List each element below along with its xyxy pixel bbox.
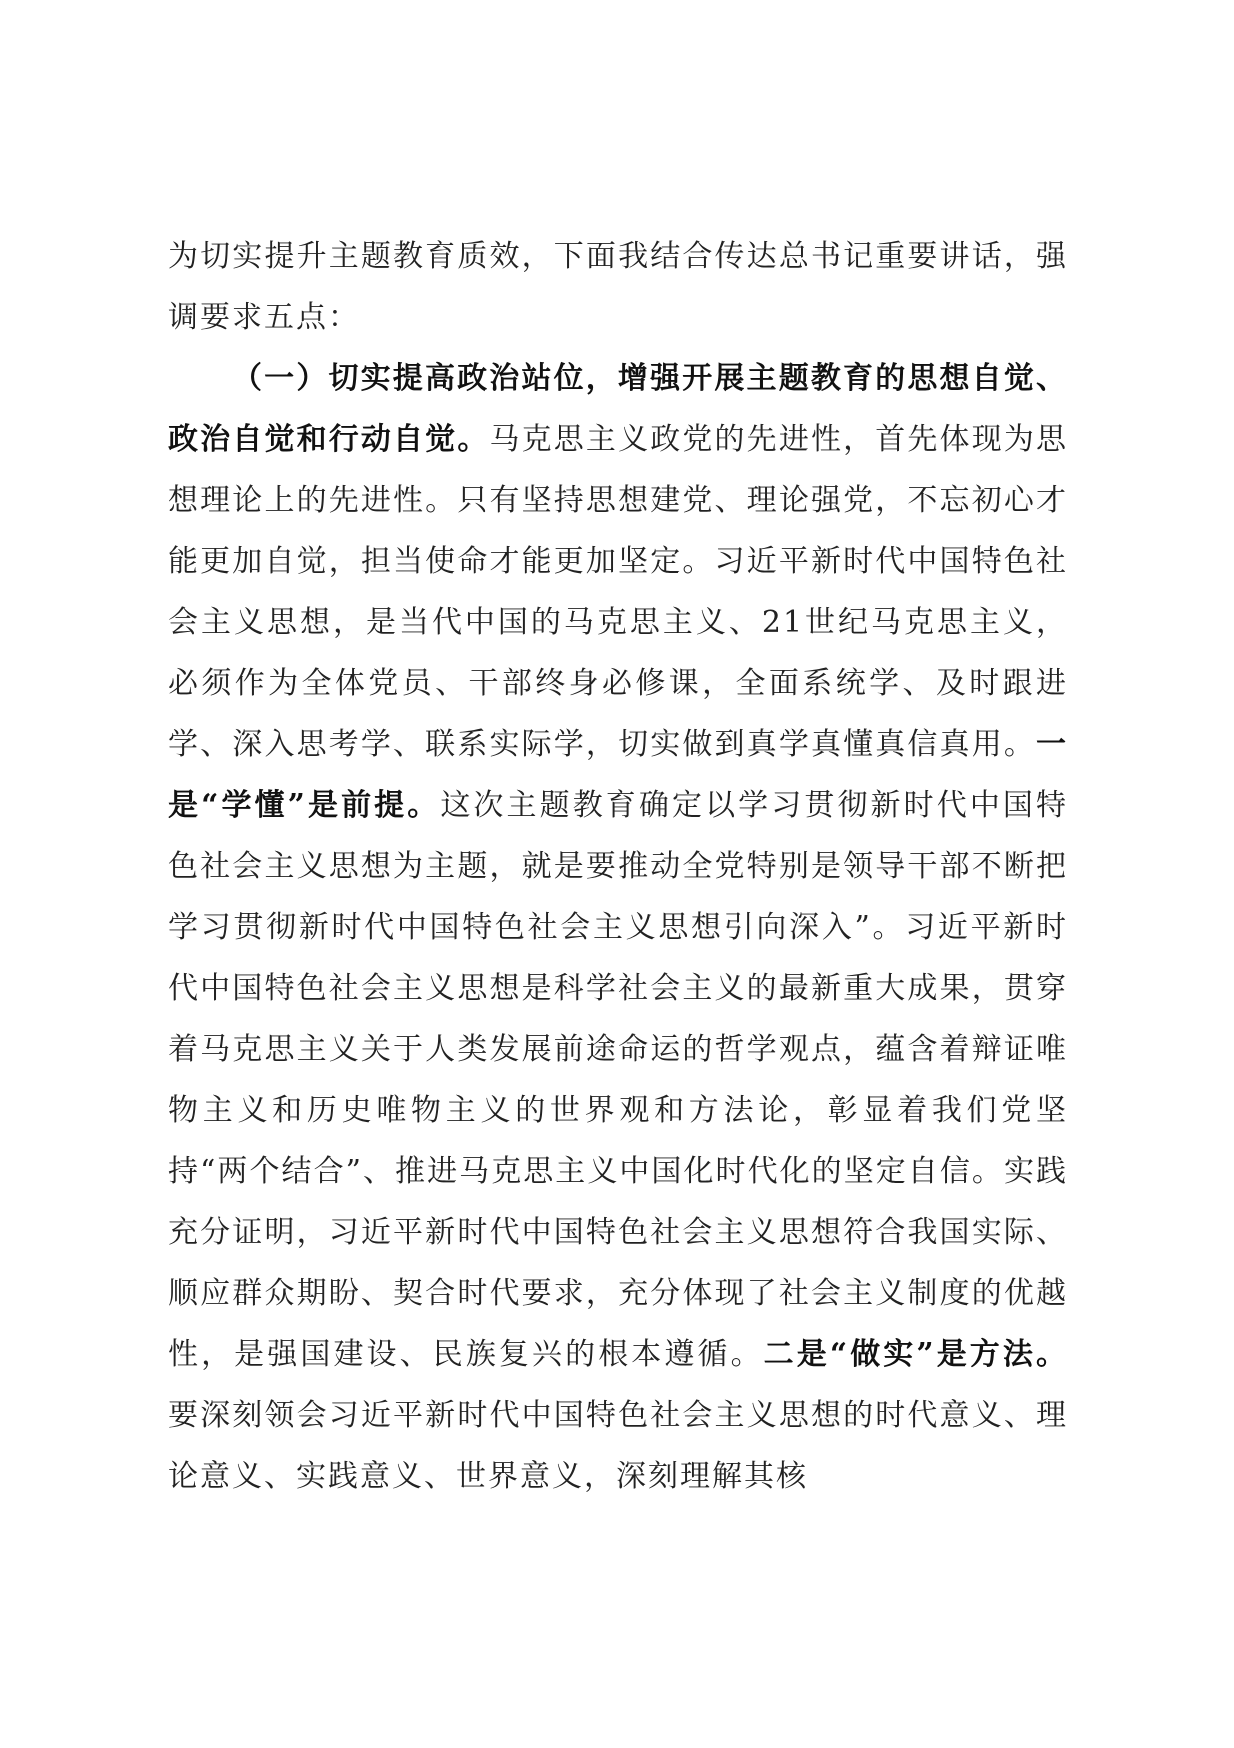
point-one-heading: 一是“学懂”是前提。 bbox=[168, 727, 1068, 823]
section-text: 马克思主义政党的先进性，首先体现为思想理论上的先进性。只有坚持思想建党、理论强党，不忘初心才能更加自觉，担当使命才能更加坚定。习近平新时代中国特色社会主义思想，是当代中国的马克思主义、21世纪马克思主义，必须作为全体党员、干部终身必修课，全面系统学、及时跟进学、深入思考学、联系实际学，切实做到真学真懂真信真用。 bbox=[168, 422, 1069, 762]
point-two-text: 要深刻领会习近平新时代中国特色社会主义思想的时代意义、理论意义、实践意义、世界意义，深刻理解其核 bbox=[168, 1398, 1068, 1494]
section-one-paragraph bbox=[168, 348, 1068, 1507]
document-body bbox=[168, 226, 1068, 1507]
intro-paragraph: 为切实提升主题教育质效，下面我结合传达总书记重要讲话，强调要求五点： bbox=[168, 239, 1068, 335]
point-one-text: 这次主题教育确定以学习贯彻新时代中国特色社会主义思想为主题，就是要推动全党特别是领导干部不断把学习贯彻新时代中国特色社会主义思想引向深入”。习近平新时代中国特色社会主义思想是科学社会主义的最新重大成果，贯穿着马克思主义关于人类发展前途命运的哲学观点，蕴含着辩证唯物主义和历史唯物主义的世界观和方法论，彰显着我们党坚持“两个结合”、推进马克思主义中国化时代化的坚定自信。实践充分证明，习近平新时代中国特色社会主义思想符合我国实际、顺应群众期盼、契合时代要求，充分体现了社会主义制度的优越性，是强国建设、民族复兴的根本遵循。 bbox=[168, 788, 1068, 1372]
section-heading: （一）切实提高政治站位，增强开展主题教育的思想自觉、政治自觉和行动自觉。 bbox=[168, 361, 1068, 457]
point-two-heading: 二是“做实”是方法。 bbox=[763, 1337, 1068, 1372]
